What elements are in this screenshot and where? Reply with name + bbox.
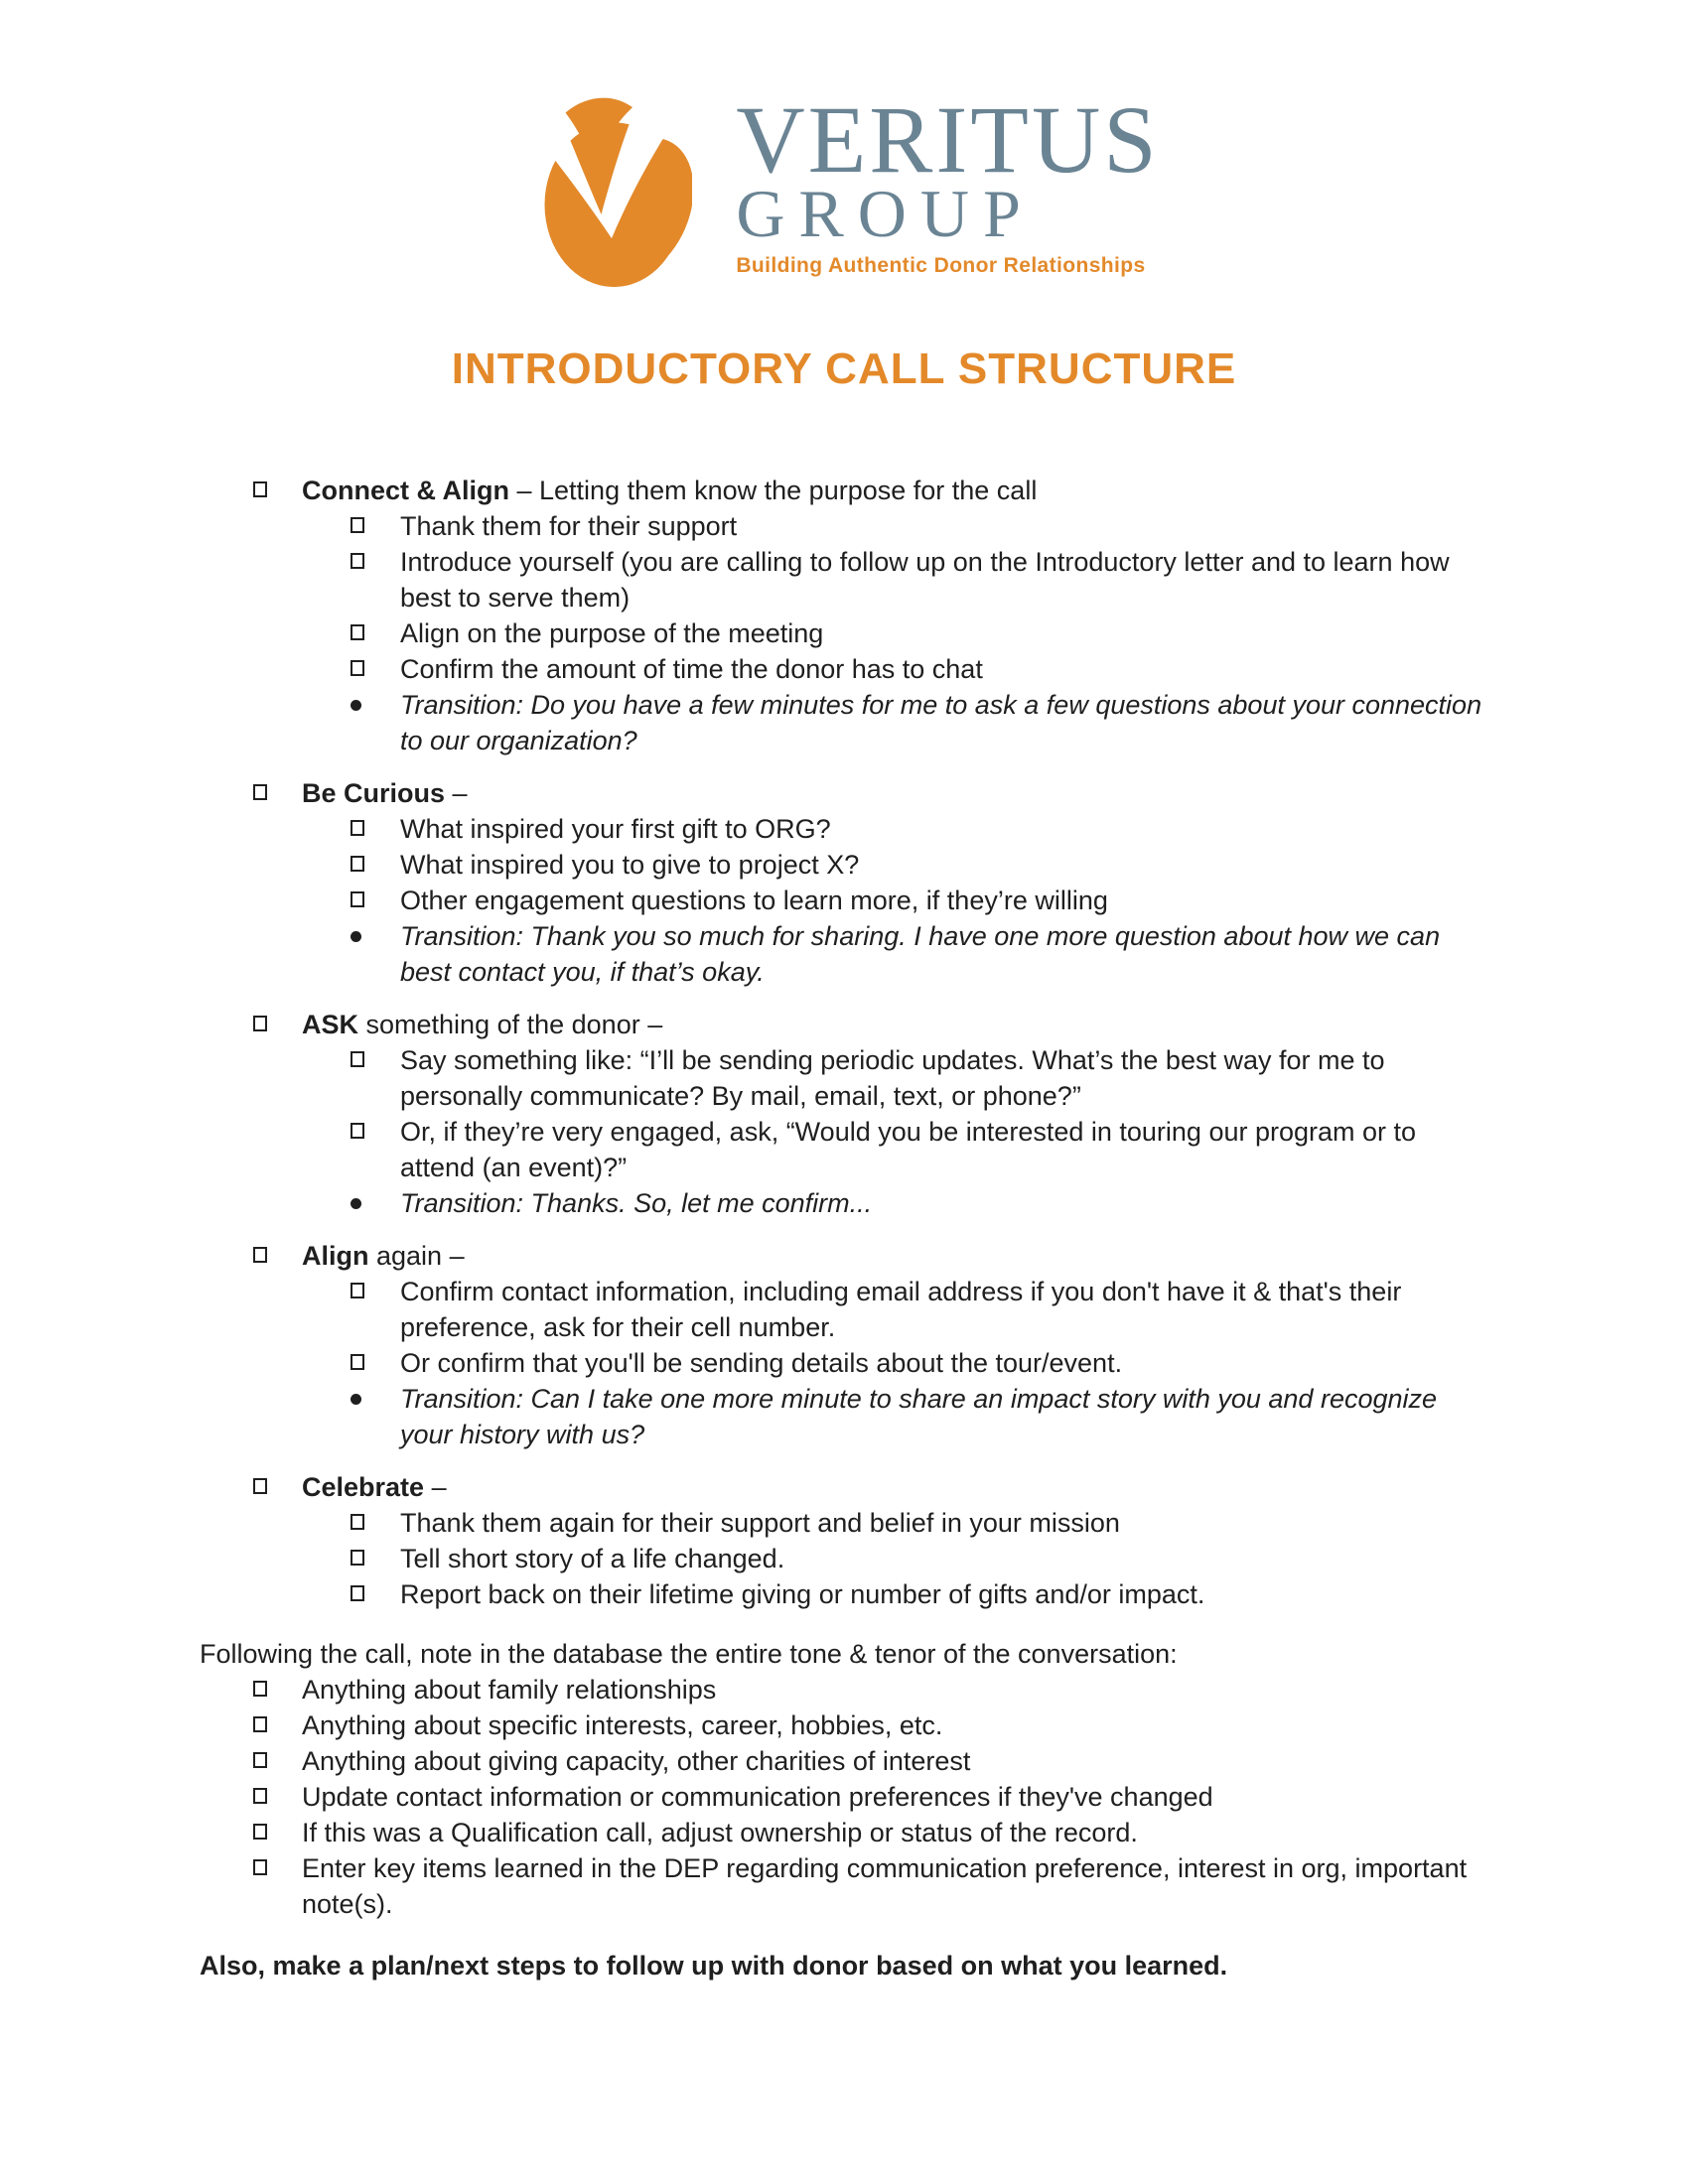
- transition-text: Transition: Thanks. So, let me confirm...: [400, 1188, 873, 1218]
- section-heading: [200, 1007, 1494, 1042]
- checkbox-icon: [351, 1576, 400, 1601]
- checklist-item: [200, 1114, 1494, 1185]
- checkbox-icon: [351, 508, 400, 533]
- transition-text: Transition: Do you have a few minutes for me to ask a few questions about your connection to our organization?: [400, 690, 1482, 755]
- section-heading: [200, 775, 1494, 811]
- checklist-item: [200, 811, 1494, 847]
- page-title: INTRODUCTORY CALL STRUCTURE: [451, 344, 1237, 393]
- transition-text: Transition: Thank you so much for sharing. I have one more question about how we can best contact you, if that’s okay.: [400, 921, 1441, 987]
- item-text: Introduce yourself (you are calling to follow up on the Introductory letter and to learn how best to serve them): [400, 547, 1450, 613]
- checklist-item: [200, 1345, 1494, 1381]
- checklist-item: [200, 651, 1494, 687]
- checkbox-icon: [253, 1469, 302, 1494]
- document-body: [200, 473, 1494, 1983]
- bullet-icon: [351, 687, 400, 711]
- checklist-item: [200, 1274, 1494, 1345]
- checkbox-icon: [253, 1707, 302, 1732]
- checkbox-icon: [253, 1238, 302, 1263]
- item-text: Anything about family relationships: [302, 1675, 717, 1705]
- item-text: Tell short story of a life changed.: [400, 1544, 785, 1573]
- checkbox-icon: [351, 544, 400, 569]
- checkbox-icon: [351, 1505, 400, 1530]
- brand-name-veritus: VERITUS: [736, 86, 1160, 193]
- section-heading: [200, 473, 1494, 508]
- checkbox-icon: [253, 1672, 302, 1697]
- checkbox-icon: [253, 1779, 302, 1804]
- item-text: What inspired you to give to project X?: [400, 850, 860, 880]
- item-text: Say something like: “I’ll be sending periodic updates. What’s the best way for me to personally communicate? By mail, email, text, or phone?”: [400, 1045, 1385, 1111]
- heading-text-rest: again –: [368, 1241, 465, 1271]
- checkbox-icon: [351, 1274, 400, 1298]
- item-text: Or, if they’re very engaged, ask, “Would you be interested in touring our program or to attend (an event)?”: [400, 1117, 1417, 1182]
- item-text: Or confirm that you'll be sending details about the tour/event.: [400, 1348, 1123, 1378]
- bullet-icon: [351, 918, 400, 942]
- checkbox-icon: [351, 883, 400, 907]
- checkbox-icon: [253, 1850, 302, 1875]
- checkbox-icon: [351, 1541, 400, 1566]
- checklist-item: [200, 615, 1494, 651]
- checkbox-icon: [351, 1042, 400, 1067]
- veritus-logo: [528, 84, 1159, 288]
- heading-text-bold: Be Curious: [302, 778, 446, 808]
- checklist-item: [200, 1707, 1494, 1743]
- transition-text: Transition: Can I take one more minute to share an impact story with you and recognize your history with us?: [400, 1384, 1438, 1449]
- bullet-icon: [351, 1185, 400, 1209]
- item-text: Anything about giving capacity, other charities of interest: [302, 1746, 971, 1776]
- section-be-curious: [200, 775, 1494, 990]
- section-align-again: [200, 1238, 1494, 1452]
- checkbox-icon: [253, 1815, 302, 1840]
- item-text: Other engagement questions to learn more, if they’re willing: [400, 886, 1108, 915]
- heading-text-bold: ASK: [302, 1010, 359, 1039]
- brand-name-group: GROUP: [736, 176, 1035, 251]
- checkbox-icon: [253, 1007, 302, 1031]
- followup-intro: Following the call, note in the database the entire tone & tenor of the conversation:: [200, 1639, 1178, 1669]
- item-text: Confirm contact information, including email address if you don't have it & that's their preference, ask for their cell number.: [400, 1277, 1402, 1342]
- checkbox-icon: [351, 615, 400, 640]
- item-text: Update contact information or communication preferences if they've changed: [302, 1782, 1213, 1812]
- checklist-item: [200, 847, 1494, 883]
- checkbox-icon: [253, 775, 302, 800]
- section-celebrate: [200, 1469, 1494, 1612]
- item-text: Enter key items learned in the DEP regarding communication preference, interest in org, important note(s).: [302, 1853, 1468, 1919]
- checkbox-icon: [351, 651, 400, 676]
- item-text: Report back on their lifetime giving or number of gifts and/or impact.: [400, 1579, 1205, 1609]
- section-heading: [200, 1469, 1494, 1505]
- checkbox-icon: [351, 811, 400, 836]
- heading-text-bold: Celebrate: [302, 1472, 425, 1502]
- followup-closing: Also, make a plan/next steps to follow up with donor based on what you learned.: [200, 1951, 1228, 1980]
- checkbox-icon: [253, 473, 302, 497]
- heading-text-rest: –: [445, 778, 468, 808]
- item-text: Confirm the amount of time the donor has to chat: [400, 654, 983, 684]
- checklist-item: [200, 1779, 1494, 1815]
- item-text: If this was a Qualification call, adjust ownership or status of the record.: [302, 1818, 1138, 1847]
- checklist-item: [200, 1815, 1494, 1850]
- heading-text-bold: Align: [302, 1241, 369, 1271]
- veritus-leaf-icon: [528, 84, 692, 288]
- checklist-item: [200, 1576, 1494, 1612]
- brand-tagline: Building Authentic Donor Relationships: [736, 254, 1146, 277]
- section-heading: [200, 1238, 1494, 1274]
- logo-text: [736, 86, 1160, 278]
- item-text: Anything about specific interests, career, hobbies, etc.: [302, 1710, 943, 1740]
- section-connect-align: [200, 473, 1494, 758]
- checkbox-icon: [351, 1114, 400, 1139]
- checklist-item: [200, 1541, 1494, 1576]
- heading-text-rest: something of the donor –: [358, 1010, 663, 1039]
- heading-text-rest: – Letting them know the purpose for the call: [509, 476, 1038, 505]
- transition-item: [200, 918, 1494, 990]
- checklist-item: [200, 1672, 1494, 1707]
- checklist-item: [200, 1505, 1494, 1541]
- checklist-item: [200, 1042, 1494, 1114]
- item-text: Thank them again for their support and belief in your mission: [400, 1508, 1120, 1538]
- section-ask: [200, 1007, 1494, 1221]
- checklist-item: [200, 883, 1494, 918]
- bullet-icon: [351, 1381, 400, 1405]
- checklist-item: [200, 508, 1494, 544]
- transition-item: [200, 1381, 1494, 1452]
- heading-text-rest: –: [424, 1472, 447, 1502]
- heading-text-bold: Connect & Align: [302, 476, 509, 505]
- checkbox-icon: [351, 847, 400, 872]
- item-text: Thank them for their support: [400, 511, 738, 541]
- transition-item: [200, 687, 1494, 758]
- transition-item: [200, 1185, 1494, 1221]
- checklist-item: [200, 1850, 1494, 1922]
- checkbox-icon: [253, 1743, 302, 1768]
- checklist-item: [200, 544, 1494, 615]
- checklist-item: [200, 1743, 1494, 1779]
- item-text: Align on the purpose of the meeting: [400, 618, 824, 648]
- followup-block: [200, 1636, 1494, 1983]
- item-text: What inspired your first gift to ORG?: [400, 814, 831, 844]
- checkbox-icon: [351, 1345, 400, 1370]
